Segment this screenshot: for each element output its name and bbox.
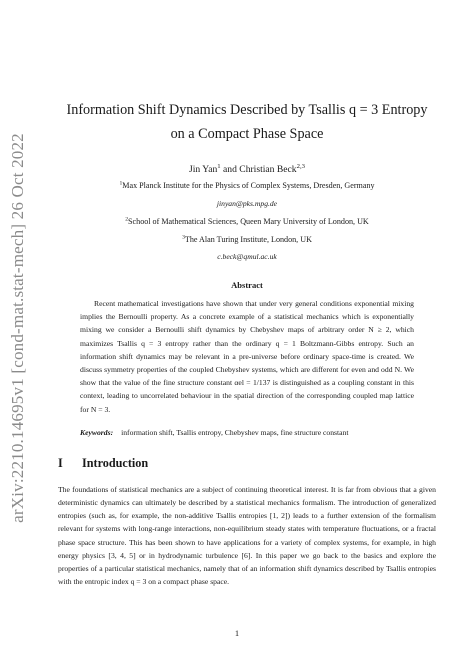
keywords-list: information shift, Tsallis entropy, Chebyshev maps, fine structure constant [121, 427, 349, 437]
author-list [58, 164, 436, 175]
section-title: Introduction [82, 455, 149, 470]
author-2-affil: 2,3 [296, 162, 305, 170]
arxiv-id: arXiv:2210.14695v1 [cond-mat.stat-mech] 26 Oct 2022 [8, 133, 27, 523]
affiliation-2-text: School of Mathematical Sciences, Queen Mary University of London, UK [128, 217, 369, 226]
page-number: 1 [234, 628, 240, 638]
affiliation-2-number: 2 [125, 216, 129, 223]
paper-title [58, 98, 436, 146]
affiliation-1 [58, 180, 436, 192]
keywords [80, 427, 414, 439]
affiliation-2 [58, 216, 436, 228]
affiliation-3-number: 3 [182, 234, 185, 241]
author-1-affil: 1 [217, 162, 221, 170]
arxiv-sidebar-stamp [4, 118, 32, 538]
email-2[interactable]: c.beck@qmul.ac.uk [217, 252, 277, 261]
title-line-2: on a Compact Phase Space [170, 126, 324, 142]
keywords-label: Keywords: [80, 427, 114, 437]
email-1[interactable]: jinyan@pks.mpg.de [216, 199, 278, 208]
abstract-heading: Abstract [231, 280, 263, 290]
abstract-text: Recent mathematical investigations have shown that under very general conditions exponential mixing implies the Bernoulli property. As a concrete example of a statistical mechanics which is exponentially mixing we consider a Bernoulli shift dynamics by Chebyshev maps of arbitrary order N ≥ 2, which maximizes Tsallis q = 3 entropy rather than the ordinary q = 1 Boltzmann-Gibbs entropy. Such an information shift dynamics may be relevant in a pre-universe before ordinary space-time is created. We discuss symmetry properties of the coupled Chebyshev systems, which are different for even and odd N. We show that the value of the fine structure constant αel = 1/137 is distinguished as a coupling constant in this context, leading to uncorrelated behaviour in the spatial direction of the corresponding coupled map lattice for N = 3. [80, 299, 414, 414]
title-line-1: Information Shift Dynamics Described by Tsallis q = 3 Entropy [66, 102, 428, 118]
affiliation-3 [58, 234, 436, 246]
section-number: I [58, 455, 63, 470]
affiliation-3-text: The Alan Turing Institute, London, UK [184, 235, 312, 244]
section-heading [58, 456, 436, 471]
introduction-paragraph: The foundations of statistical mechanics are a subject of continuing theoretical interest. It is far from obvious that a given deterministic dynamics can ultimately be described by a statistical mechanics formalism. The introduction of generalized entropies (such as, for example, the non-additive Tsallis entropies [1, 2]) leads to a further extension of the formalism relevant for systems with long-range interactions, non-equilibrium steady states with temperature fluctuations, or a fractal phase space structure. This has been shown to have applications for a variety of complex systems, for example, in high energy physics [3, 4, 5] or in hydrodynamic turbulence [6]. In this paper we go back to the basics and explore the properties of a particular statistical mechanics, namely that of an information shift dynamics described by Tsallis entropies with the entropic index q = 3 on a compact phase space. [58, 484, 436, 587]
affiliation-1-text: Max Planck Institute for the Physics of Complex Systems, Dresden, Germany [122, 181, 375, 190]
author-conjunction: and Christian Beck [220, 164, 297, 175]
author-1: Jin Yan [189, 164, 218, 175]
paper-page [58, 0, 436, 588]
affiliation-1-number: 1 [119, 180, 123, 187]
